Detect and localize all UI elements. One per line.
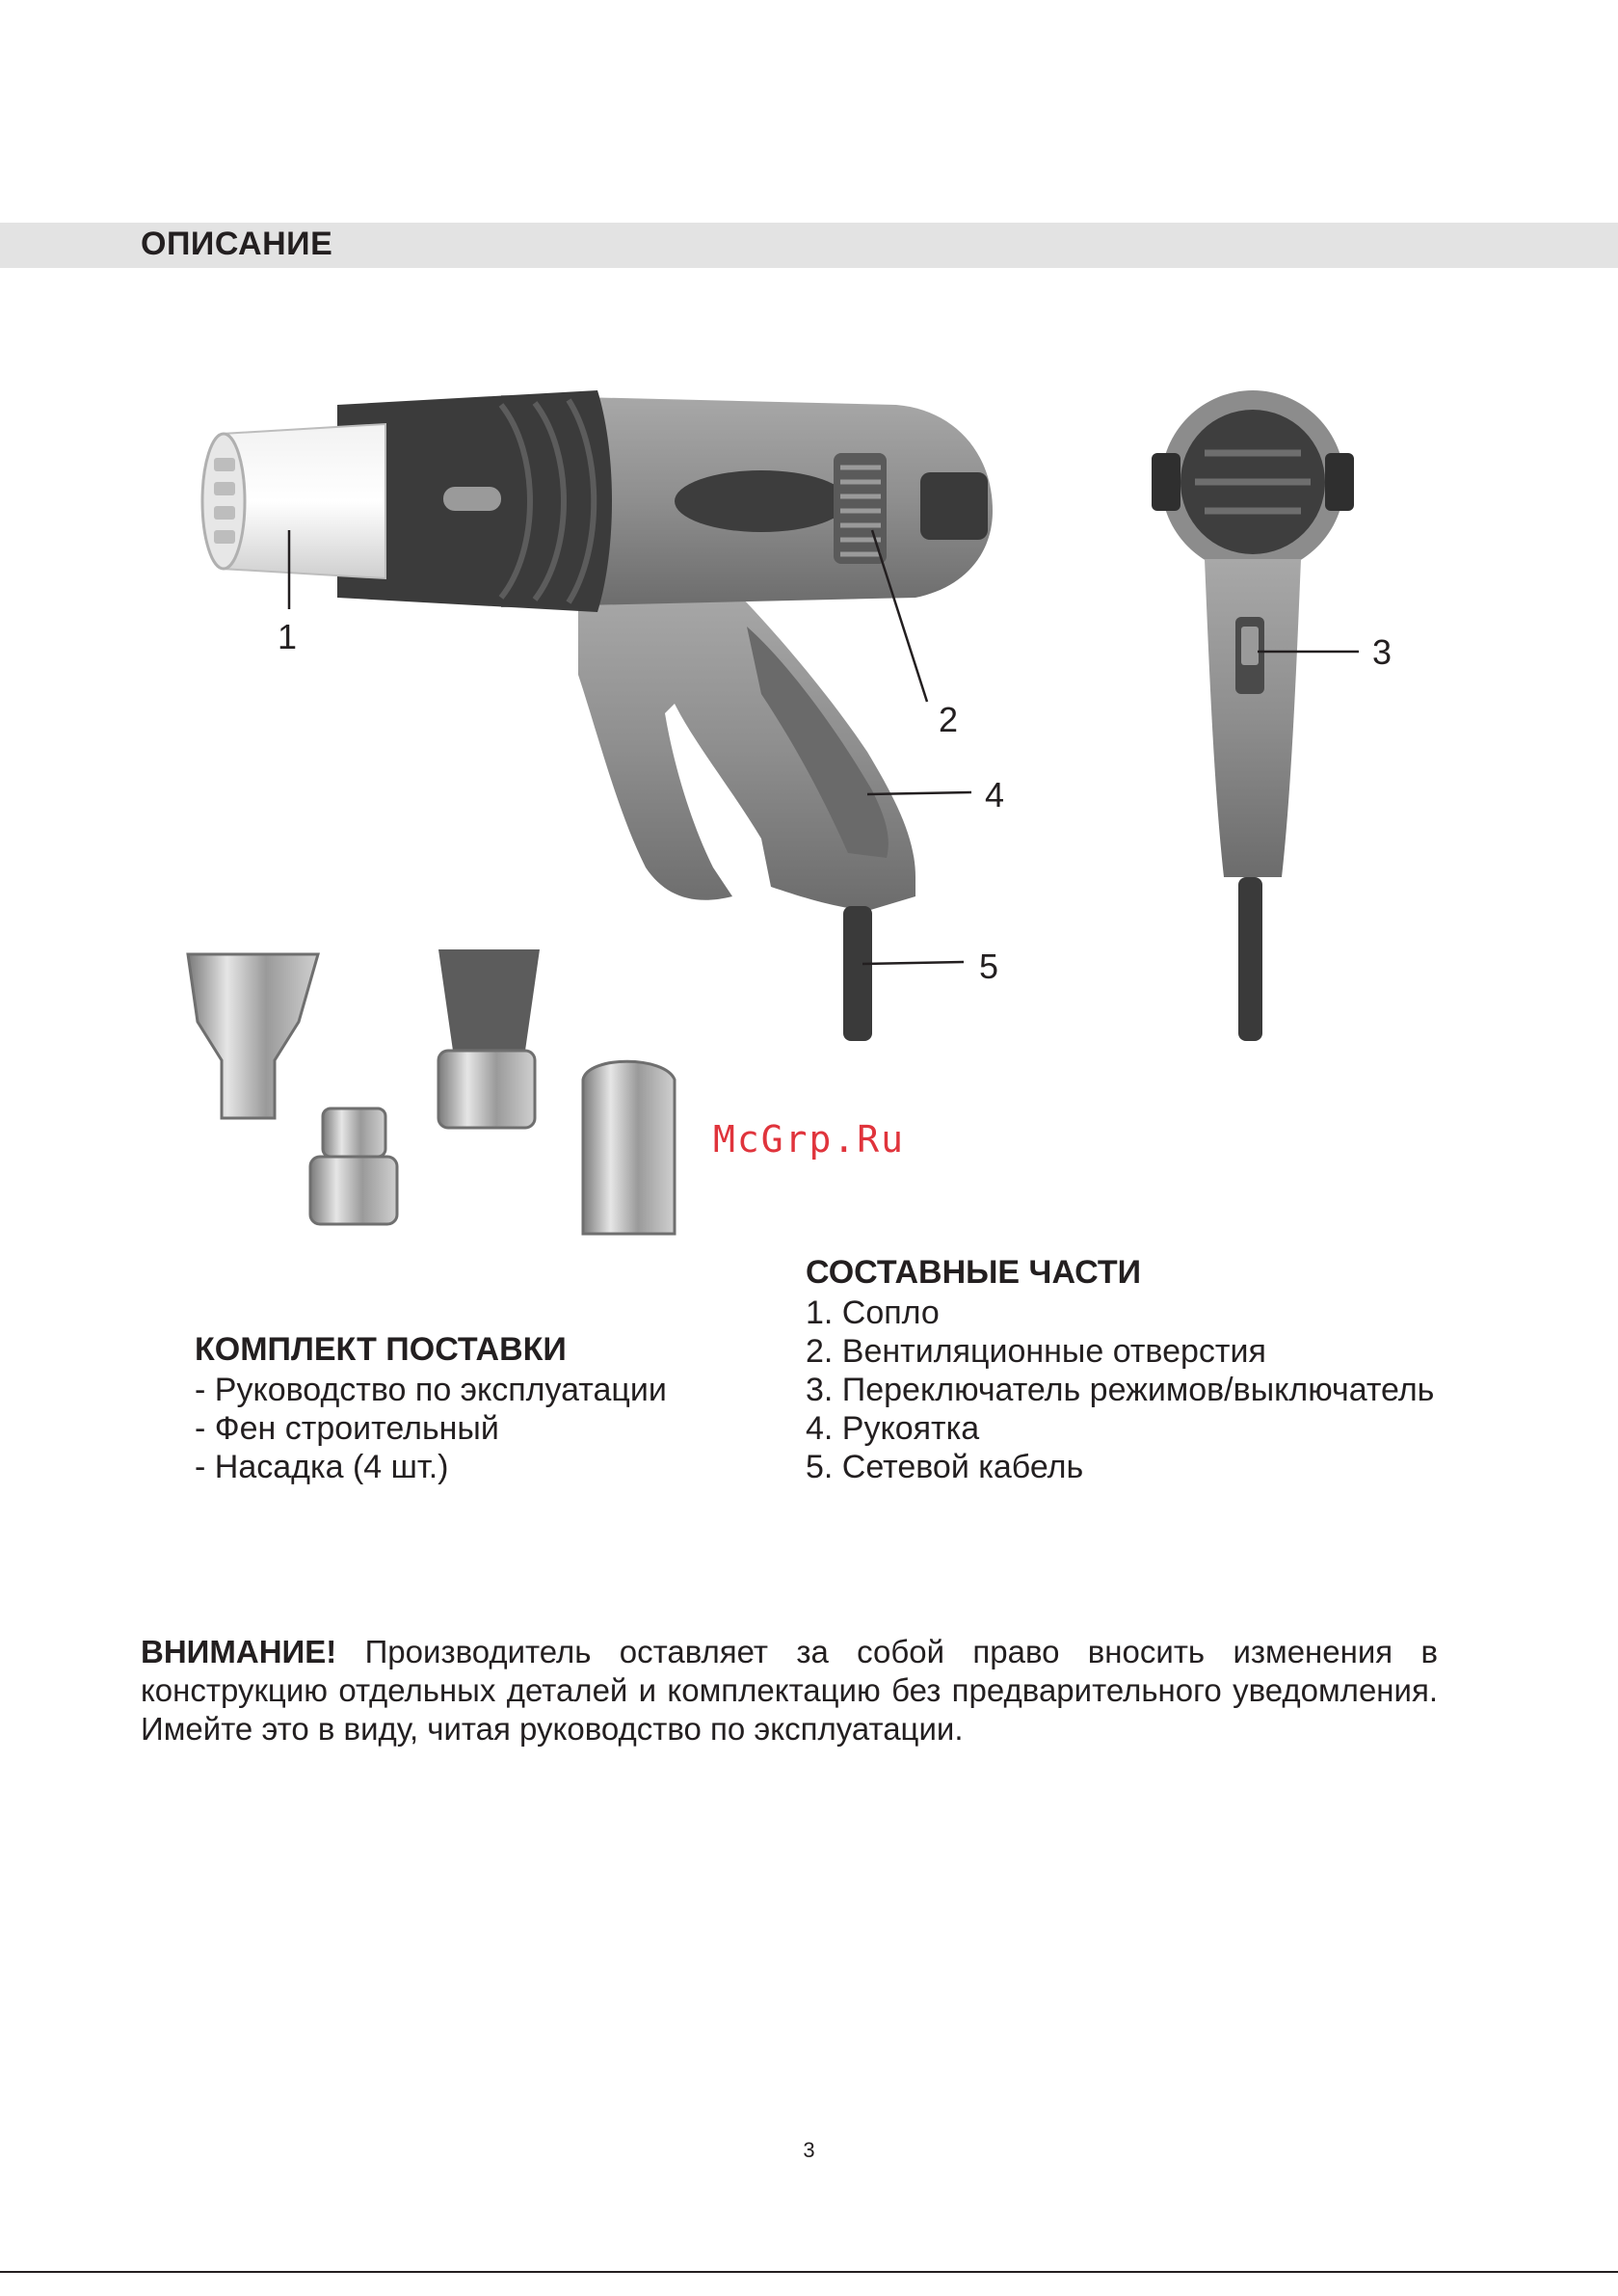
kit-title: КОМПЛЕКТ ПОСТАВКИ [195, 1331, 567, 1368]
callout-2: 2 [939, 700, 959, 739]
attention-label: ВНИМАНИЕ! [141, 1634, 337, 1669]
callout-3: 3 [1372, 632, 1393, 672]
kit-list [195, 1371, 667, 1486]
heat-gun-side-view [202, 390, 993, 1041]
list-item: - Фен строительный [195, 1410, 499, 1447]
nozzle-attachments [188, 949, 675, 1234]
parts-section [806, 1253, 1434, 1486]
list-item: 3. Переключатель режимов/выключатель [806, 1372, 1435, 1408]
section-title: ОПИСАНИЕ [141, 226, 333, 262]
watermark: McGrp.Ru [713, 1118, 906, 1161]
list-item: 4. Рукоятка [806, 1410, 980, 1447]
heat-gun-rear-view [1152, 390, 1354, 1041]
page-number: 3 [803, 2138, 815, 2162]
list-item: 5. Сетевой кабель [806, 1449, 1084, 1485]
callout-5: 5 [979, 947, 999, 986]
list-item: - Насадка (4 шт.) [195, 1449, 449, 1485]
attention-text: Производитель оставляет за собой право вносить изменения в конструкцию отдельных деталей и комплектацию без предварительного уведомления. Имейте это в виду, читая руководство по эксплуатации. [141, 1634, 1438, 1747]
bottom-rule [0, 2271, 1618, 2273]
parts-list [806, 1294, 1434, 1486]
list-item: - Руководство по эксплуатации [195, 1372, 667, 1408]
callout-4: 4 [985, 775, 1005, 814]
kit-section [195, 1330, 667, 1486]
attention-notice [141, 1633, 1438, 1749]
list-item: 2. Вентиляционные отверстия [806, 1333, 1266, 1370]
callout-1: 1 [278, 617, 298, 656]
list-item: 1. Сопло [806, 1295, 940, 1331]
parts-title: СОСТАВНЫЕ ЧАСТИ [806, 1254, 1142, 1291]
